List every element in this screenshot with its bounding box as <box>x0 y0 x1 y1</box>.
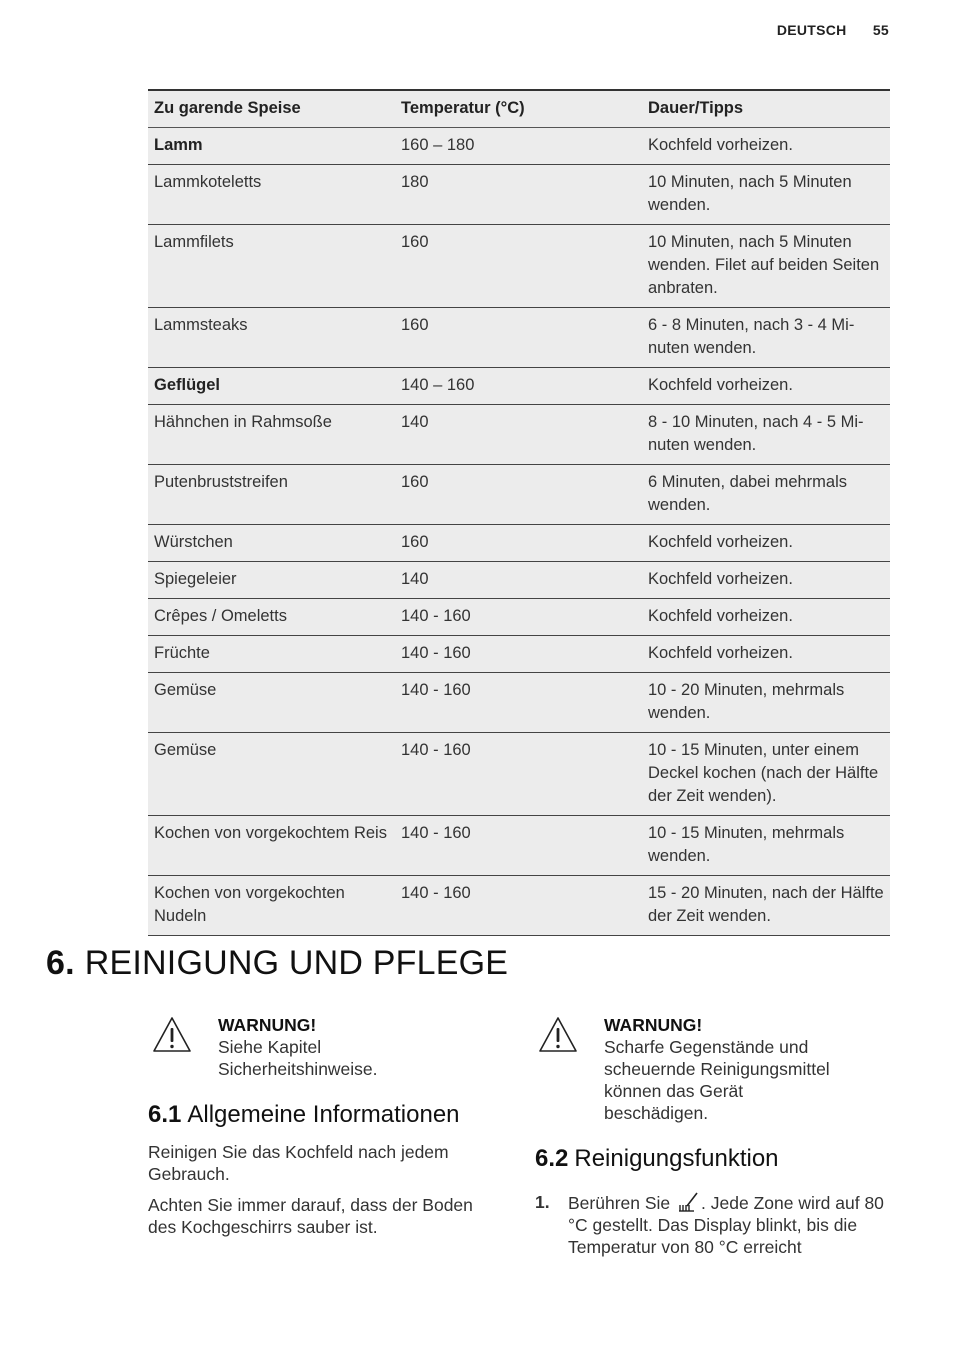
chapter-title <box>46 944 508 983</box>
section-title-cleaning-function <box>535 1145 779 1173</box>
table-row <box>148 673 890 733</box>
step-text <box>568 1191 895 1258</box>
cell-duration-tip: Kochfeld vorheizen. <box>642 636 890 673</box>
cell-food: Lammfilets <box>148 225 395 308</box>
cell-food: Kochen von vorgekochten Nudeln <box>148 876 395 936</box>
cleaning-function-icon <box>675 1191 701 1213</box>
warning-text-left: Siehe Kapitel Sicherheitshinweise. <box>218 1037 378 1079</box>
cell-temperature: 180 <box>395 165 642 225</box>
cell-food: Gemüse <box>148 673 395 733</box>
cell-duration-tip: Kochfeld vorheizen. <box>642 128 890 165</box>
cell-food: Lammsteaks <box>148 308 395 368</box>
cell-duration-tip: 6 - 8 Minuten, nach 3 - 4 Mi-nuten wenden. <box>642 308 890 368</box>
warning-text-right: Scharfe Gegenstände und scheuernde Reinigungsmittel können das Gerät beschädigen. <box>604 1037 830 1123</box>
cell-temperature: 140 - 160 <box>395 599 642 636</box>
table-row <box>148 405 890 465</box>
table-body <box>148 128 890 936</box>
cell-duration-tip: 10 - 20 Minuten, mehrmals wenden. <box>642 673 890 733</box>
column-header-duration: Dauer/Tipps <box>642 90 890 128</box>
cell-duration-tip: 10 - 15 Minuten, mehrmals wenden. <box>642 816 890 876</box>
section-number: 6.1 <box>148 1101 182 1128</box>
warning-title-left: WARNUNG! <box>218 1015 317 1035</box>
cell-duration-tip: Kochfeld vorheizen. <box>642 562 890 599</box>
list-item <box>535 1191 895 1258</box>
cell-food: Lammkoteletts <box>148 165 395 225</box>
table-row <box>148 308 890 368</box>
cell-temperature: 160 <box>395 225 642 308</box>
warning-title-right: WARNUNG! <box>604 1015 703 1035</box>
step-text-before: Berühren Sie <box>568 1193 671 1213</box>
cell-temperature: 140 <box>395 562 642 599</box>
step-number: 1. <box>535 1192 550 1212</box>
table-row <box>148 816 890 876</box>
cell-duration-tip: Kochfeld vorheizen. <box>642 525 890 562</box>
cell-duration-tip: Kochfeld vorheizen. <box>642 368 890 405</box>
cell-temperature: 160 <box>395 465 642 525</box>
cell-duration-tip: 6 Minuten, dabei mehrmals wenden. <box>642 465 890 525</box>
chapter-number: 6. <box>46 944 75 982</box>
section-title-text: Reinigungsfunktion <box>574 1145 779 1172</box>
table-row <box>148 562 890 599</box>
cell-food: Würstchen <box>148 525 395 562</box>
page-header <box>777 22 889 38</box>
cell-duration-tip: 10 Minuten, nach 5 Minuten wenden. Filet auf beiden Seiten anbraten. <box>642 225 890 308</box>
cell-temperature: 140 - 160 <box>395 816 642 876</box>
cell-food: Geflügel <box>148 368 395 405</box>
table-row <box>148 636 890 673</box>
cell-duration-tip: 15 - 20 Minuten, nach der Hälfte der Zeit wenden. <box>642 876 890 936</box>
table-row <box>148 599 890 636</box>
section-title-text: Allgemeine Informationen <box>187 1101 460 1128</box>
cell-food: Gemüse <box>148 733 395 816</box>
section-title-general-info <box>148 1101 460 1129</box>
cell-temperature: 160 <box>395 308 642 368</box>
cell-duration-tip: Kochfeld vorheizen. <box>642 599 890 636</box>
header-language: DEUTSCH <box>776 22 847 38</box>
paragraph: Achten Sie immer darauf, dass der Boden des Kochgeschirrs sauber ist. <box>148 1195 473 1237</box>
section-number: 6.2 <box>535 1145 569 1172</box>
cell-duration-tip: 10 - 15 Minuten, unter einem Deckel kochen (nach der Hälfte der Zeit wenden). <box>642 733 890 816</box>
warning-box-left <box>152 1014 482 1080</box>
chapter-title-text: REINIGUNG UND PFLEGE <box>84 944 509 982</box>
cell-temperature: 140 - 160 <box>395 636 642 673</box>
cell-food: Kochen von vorgekochtem Reis <box>148 816 395 876</box>
table-row <box>148 465 890 525</box>
paragraph: Reinigen Sie das Kochfeld nach jedem Gebrauch. <box>148 1142 449 1184</box>
table-row <box>148 525 890 562</box>
step-text-after: . Jede Zone wird auf 80 °C gestellt. Das Display blinkt, bis die Temperatur von 80 °C erreicht <box>568 1193 884 1257</box>
column-header-temperature: Temperatur (°C) <box>395 90 642 128</box>
warning-box-right <box>538 1014 848 1124</box>
cell-temperature: 140 <box>395 405 642 465</box>
cell-food: Putenbruststreifen <box>148 465 395 525</box>
cell-temperature: 140 - 160 <box>395 673 642 733</box>
cell-food: Früchte <box>148 636 395 673</box>
cell-food: Lamm <box>148 128 395 165</box>
table-row <box>148 128 890 165</box>
cell-duration-tip: 10 Minuten, nach 5 Minuten wenden. <box>642 165 890 225</box>
cooking-table <box>148 89 890 936</box>
cell-duration-tip: 8 - 10 Minuten, nach 4 - 5 Mi-nuten wenden. <box>642 405 890 465</box>
column-header-food: Zu garende Speise <box>148 90 395 128</box>
table-row <box>148 165 890 225</box>
cell-temperature: 160 <box>395 525 642 562</box>
table-header-row <box>148 90 890 128</box>
cell-food: Spiegeleier <box>148 562 395 599</box>
cell-temperature: 140 - 160 <box>395 733 642 816</box>
table-row <box>148 368 890 405</box>
table-row <box>148 876 890 936</box>
page-number: 55 <box>872 22 889 38</box>
table-row <box>148 733 890 816</box>
cell-temperature: 140 - 160 <box>395 876 642 936</box>
cell-food: Crêpes / Omeletts <box>148 599 395 636</box>
warning-triangle-icon <box>152 1016 192 1054</box>
cell-temperature: 160 – 180 <box>395 128 642 165</box>
cell-temperature: 140 – 160 <box>395 368 642 405</box>
cell-food: Hähnchen in Rahmsoße <box>148 405 395 465</box>
warning-triangle-icon <box>538 1016 578 1054</box>
table-row <box>148 225 890 308</box>
